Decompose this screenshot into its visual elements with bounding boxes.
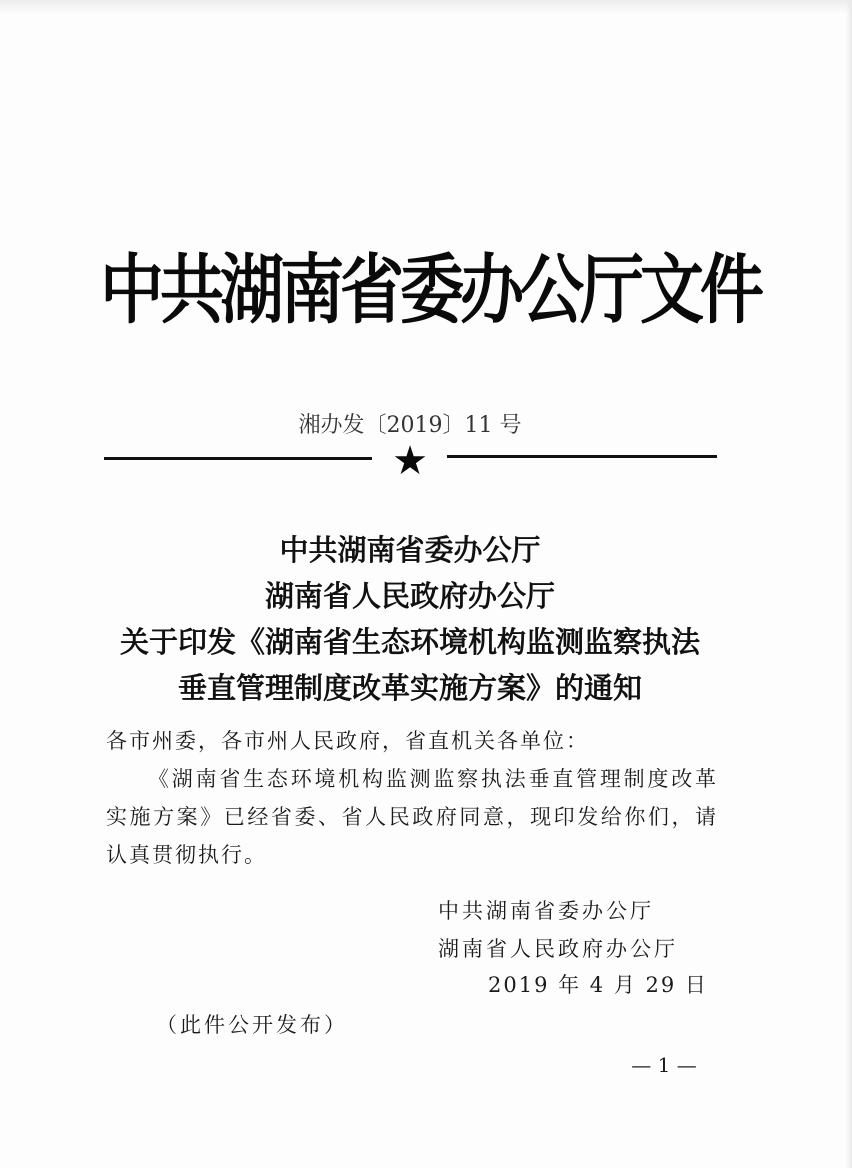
document-masthead: 中共湖南省委办公厅文件: [100, 247, 760, 335]
star-icon: ★: [392, 438, 428, 484]
signature-issuer-party: 中共湖南省委办公厅: [438, 899, 654, 923]
title-line-subject: 关于印发《湖南省生态环境机构监测监察执法: [119, 625, 700, 659]
page-number: — 1 —: [631, 1053, 697, 1077]
body-paragraph: 《湖南省生态环境机构监测监察执法垂直管理制度改革实施方案》已经省委、省人民政府同意，现印发给你们，请认真贯彻执行。: [106, 767, 718, 867]
scan-edge-top: [0, 0, 852, 14]
title-line-issuer-government: 湖南省人民政府办公厅: [264, 579, 555, 613]
signature-date: 2019 年 4 月 29 日: [488, 973, 708, 997]
release-note: （此件公开发布）: [156, 1013, 348, 1037]
title-line-issuer-party: 中共湖南省委办公厅: [279, 533, 541, 567]
scan-edge-right: [846, 0, 852, 1168]
title-line-subject-continued: 垂直管理制度改革实施方案》的通知: [177, 671, 642, 705]
separator-rule-right: [447, 455, 717, 458]
signature-issuer-government: 湖南省人民政府办公厅: [438, 937, 678, 961]
salutation: 各市州委，各市州人民政府，省直机关各单位：: [106, 729, 589, 753]
separator-rule-left: [104, 457, 372, 460]
document-title: [90, 527, 730, 711]
document-number: 湘办发〔2019〕11 号: [298, 413, 522, 438]
